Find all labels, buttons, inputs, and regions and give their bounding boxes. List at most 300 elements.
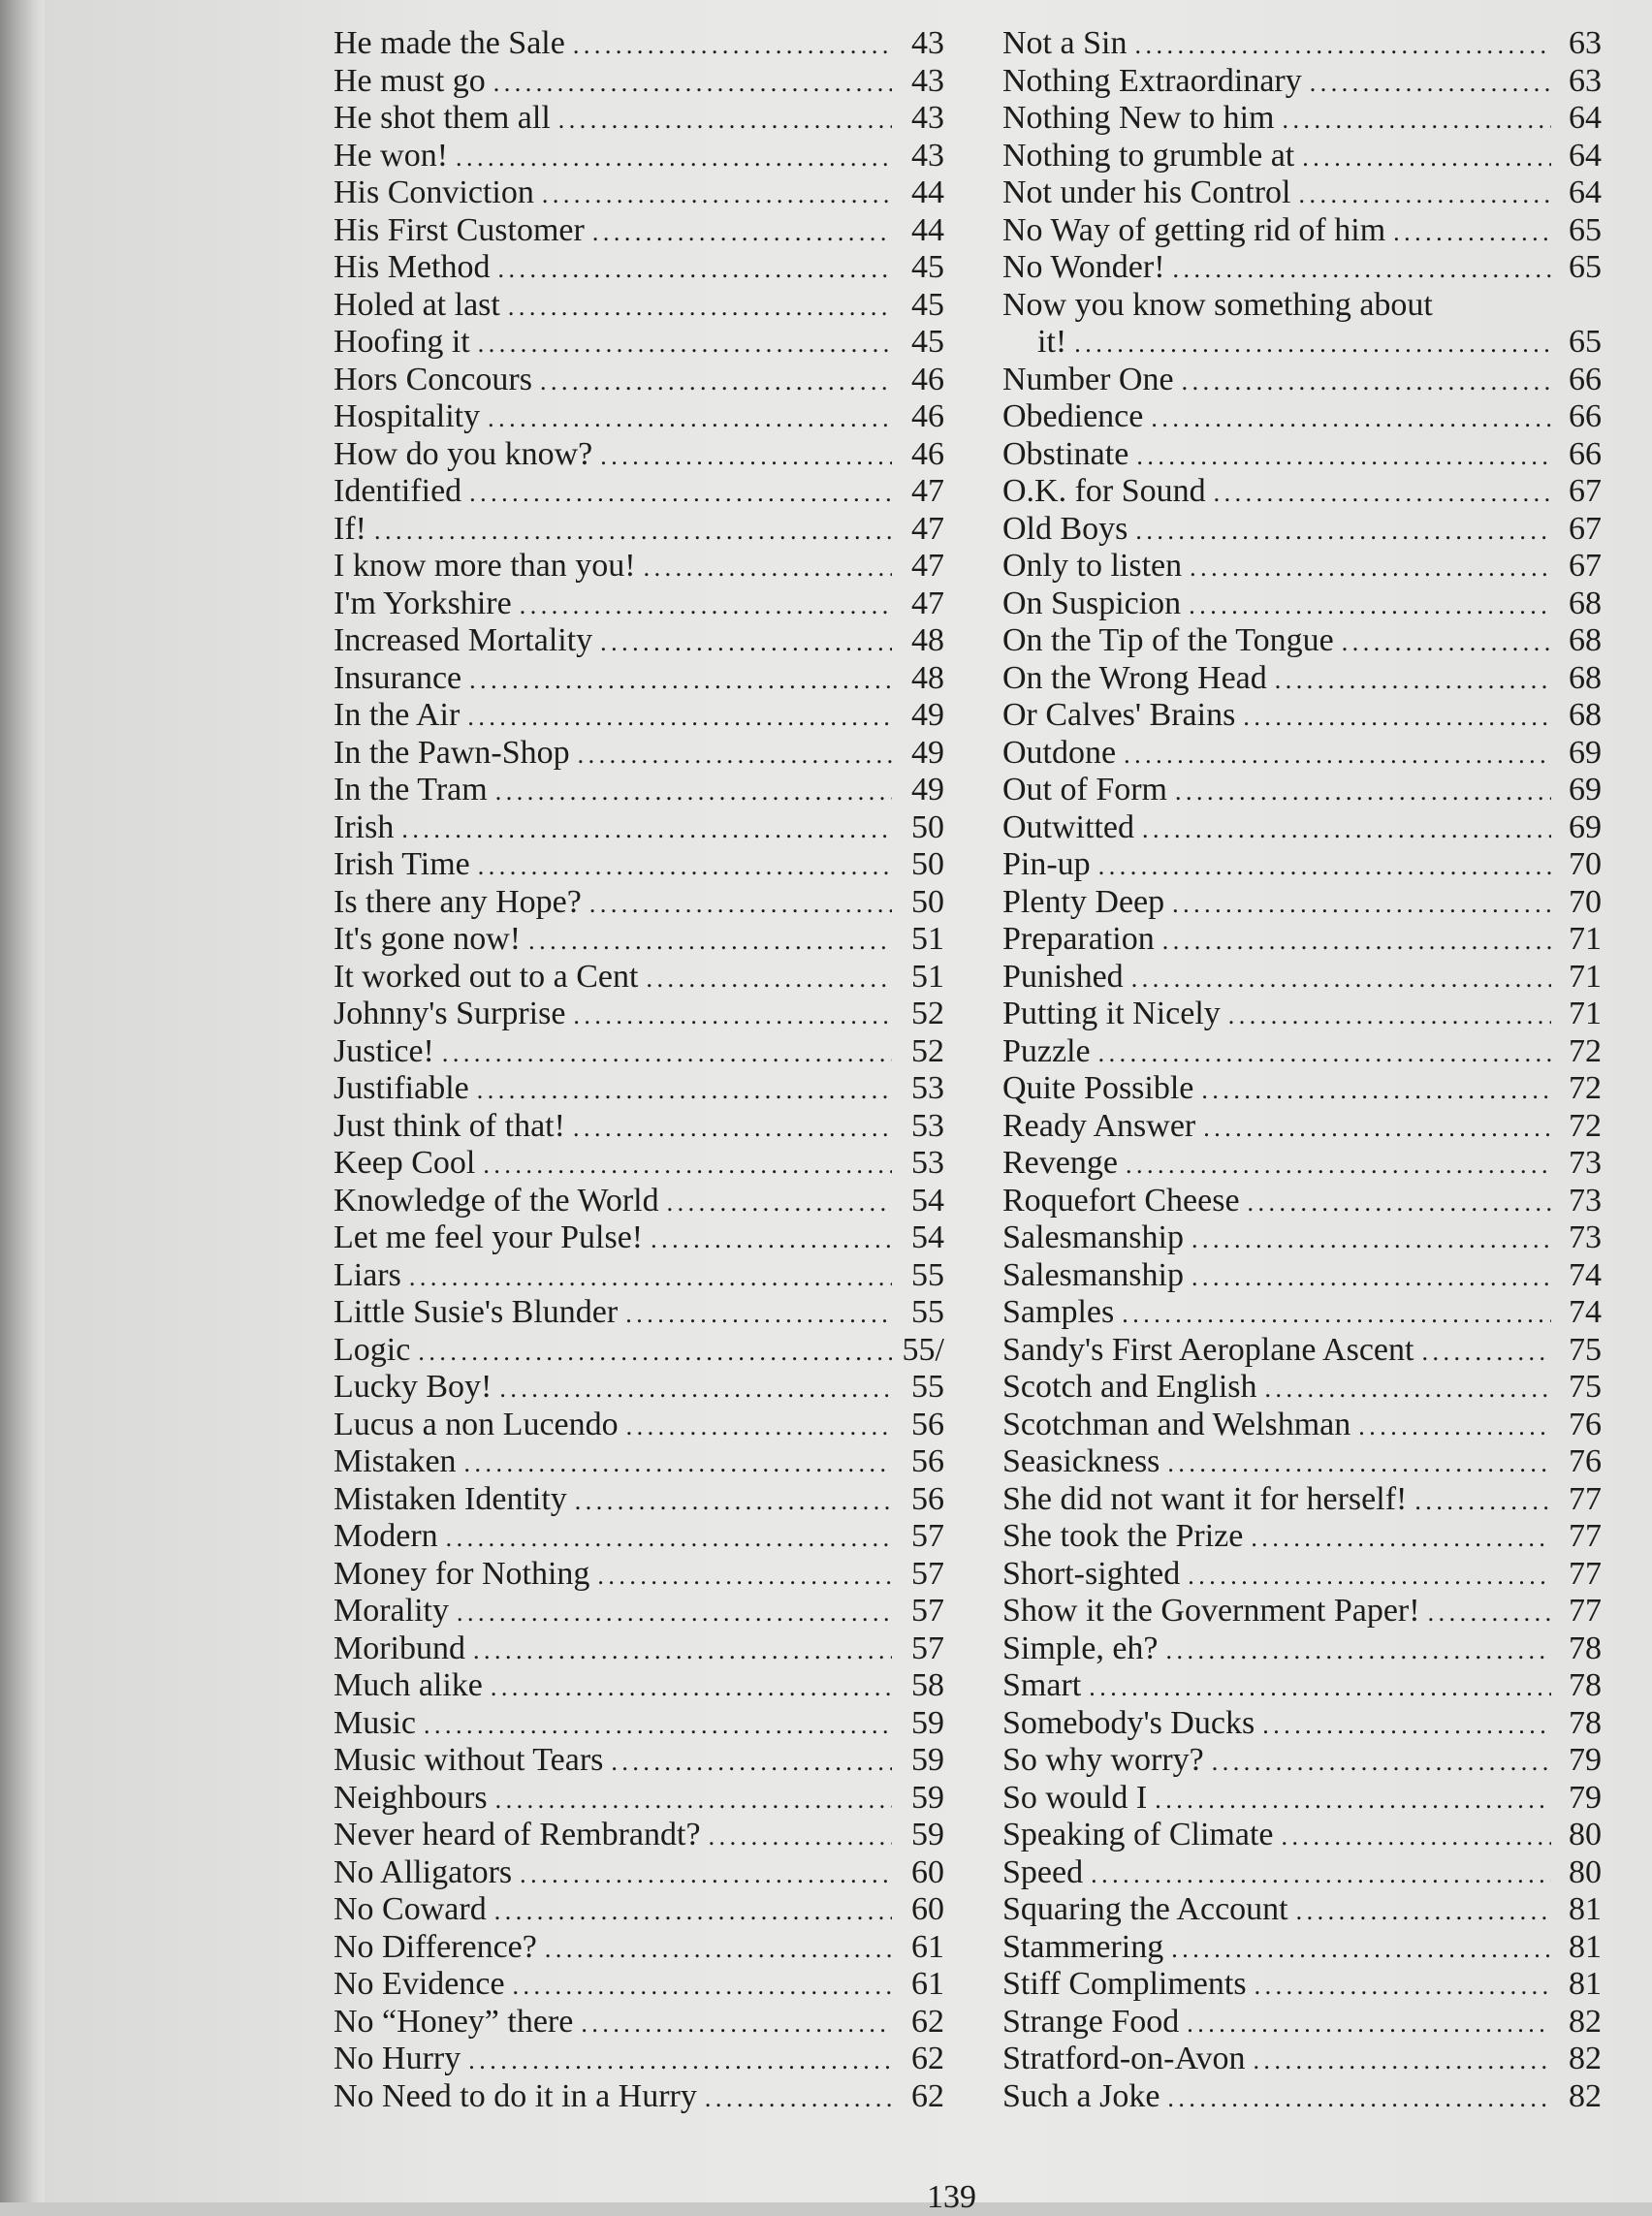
dot-leader <box>1074 326 1551 363</box>
index-entry <box>1002 1145 1602 1183</box>
entry-page-number: 68 <box>1569 659 1602 696</box>
entry-title: His Conviction <box>334 174 534 210</box>
index-entry <box>334 2078 944 2116</box>
dot-leader <box>1135 513 1551 550</box>
index-entry <box>1002 1556 1602 1594</box>
index-entry <box>1002 660 1602 698</box>
entry-page-number: 50 <box>911 808 944 845</box>
index-entry <box>1002 1518 1602 1556</box>
dot-leader <box>1136 438 1551 475</box>
index-entry <box>334 846 944 884</box>
entry-title: Outdone <box>1002 734 1117 771</box>
index-entry <box>334 2041 944 2078</box>
index-entry <box>334 548 944 586</box>
index-entry <box>334 1145 944 1183</box>
index-entry <box>1002 1667 1602 1705</box>
entry-page-number: 81 <box>1569 1891 1602 1927</box>
entry-page-number: 59 <box>911 1742 944 1778</box>
index-entry <box>334 1407 944 1444</box>
index-entry <box>334 1929 944 1967</box>
index-entry <box>334 287 944 325</box>
entry-title: Just think of that! <box>334 1107 565 1144</box>
index-entry <box>334 959 944 997</box>
dot-leader <box>1255 1968 1551 2005</box>
entry-page-number: 51 <box>911 921 944 957</box>
entry-page-number: 64 <box>1569 100 1602 136</box>
entry-page-number: 56 <box>911 1480 944 1517</box>
dot-leader <box>498 251 893 288</box>
dot-leader <box>464 1445 892 1482</box>
dot-leader <box>1187 2006 1551 2042</box>
entry-page-number: 44 <box>911 211 944 248</box>
entry-page-number: 64 <box>1569 137 1602 174</box>
entry-title: It's gone now! <box>334 921 522 957</box>
entry-page-number: 45 <box>911 249 944 285</box>
index-entry <box>1002 1966 1602 2004</box>
entry-title: Irish <box>334 808 395 845</box>
entry-page-number: 62 <box>911 2003 944 2040</box>
entry-title: Stiff Compliments <box>1002 1966 1247 2002</box>
dot-leader <box>667 1185 892 1221</box>
entry-title: So would I <box>1002 1779 1148 1816</box>
entry-page-number: 57 <box>911 1593 944 1629</box>
dot-leader <box>600 624 892 661</box>
entry-title: Johnny's Surprise <box>334 996 566 1031</box>
dot-leader <box>575 1483 892 1520</box>
dot-leader <box>592 214 892 251</box>
index-entry <box>334 1705 944 1743</box>
index-entry <box>334 398 944 436</box>
index-entry <box>334 1854 944 1892</box>
dot-leader <box>478 848 892 885</box>
dot-leader <box>1172 886 1551 923</box>
entry-page-number: 78 <box>1569 1704 1602 1741</box>
dot-leader <box>1142 811 1551 848</box>
dot-leader <box>1393 214 1551 251</box>
dot-leader <box>1421 1334 1551 1371</box>
index-entry <box>1002 921 1602 959</box>
index-entry <box>1002 772 1602 809</box>
dot-leader <box>456 140 892 176</box>
index-entry <box>334 660 944 698</box>
dot-leader <box>1191 1221 1551 1258</box>
dot-leader <box>468 2042 892 2079</box>
entry-page-number: 52 <box>911 996 944 1031</box>
index-entry <box>1002 1219 1602 1257</box>
entry-page-number: 82 <box>1569 2077 1602 2114</box>
index-entry <box>334 996 944 1033</box>
dot-leader <box>625 1296 892 1333</box>
entry-title: Quite Possible <box>1002 1070 1194 1106</box>
entry-title: Nothing to grumble at <box>1002 137 1295 174</box>
entry-title: No Wonder! <box>1002 249 1165 285</box>
index-entry <box>1002 398 1602 436</box>
entry-title: No Need to do it in a Hurry <box>334 2077 697 2114</box>
entry-page-number: 73 <box>1569 1145 1602 1181</box>
index-entry <box>1002 1407 1602 1444</box>
dot-leader <box>1414 1483 1551 1520</box>
index-entry <box>1002 1481 1602 1519</box>
index-entry <box>1002 1108 1602 1146</box>
index-entry <box>334 1518 944 1556</box>
entry-page-number: 43 <box>911 25 944 61</box>
entry-page-number: 77 <box>1569 1593 1602 1629</box>
entry-title: Not a Sin <box>1002 25 1128 61</box>
dot-leader <box>1089 1669 1551 1706</box>
entry-page-number: 59 <box>911 1779 944 1816</box>
entry-page-number: 49 <box>911 772 944 807</box>
entry-page-number: 50 <box>911 846 944 882</box>
index-entry <box>334 1183 944 1220</box>
entry-title: Sandy's First Aeroplane Ascent <box>1002 1331 1414 1368</box>
index-entry <box>334 1817 944 1854</box>
entry-title: Mistaken Identity <box>334 1480 567 1517</box>
index-entry <box>1002 959 1602 997</box>
entry-title: Hors Concours <box>334 361 532 397</box>
dot-leader <box>1122 1296 1551 1333</box>
dot-leader <box>491 1669 892 1706</box>
entry-page-number: 66 <box>1569 361 1602 397</box>
entry-page-number: 63 <box>1569 25 1602 61</box>
index-entry <box>1002 1929 1602 1967</box>
entry-title: Obedience <box>1002 398 1144 434</box>
dot-leader <box>495 774 892 810</box>
entry-title: Justice! <box>334 1032 434 1069</box>
entry-title: Putting it Nicely <box>1002 996 1221 1031</box>
dot-leader <box>1098 1035 1551 1072</box>
index-column-right <box>1002 25 1602 2115</box>
entry-page-number: 58 <box>911 1667 944 1703</box>
index-entry <box>334 1891 944 1929</box>
entry-page-number: 57 <box>911 1630 944 1666</box>
dot-leader <box>651 1221 892 1258</box>
entry-title: Music <box>334 1704 416 1741</box>
index-entry <box>334 25 944 63</box>
dot-leader <box>446 1520 892 1557</box>
index-entry <box>334 1593 944 1630</box>
dot-leader <box>520 1856 892 1893</box>
index-entry <box>334 1369 944 1407</box>
index-entry <box>1002 1742 1602 1780</box>
entry-page-number: 72 <box>1569 1032 1602 1069</box>
dot-leader <box>1282 1819 1551 1855</box>
index-entry <box>334 921 944 959</box>
entry-page-number: 43 <box>911 62 944 99</box>
index-entry <box>334 324 944 362</box>
entry-title: Preparation <box>1002 921 1155 957</box>
entry-page-number: 62 <box>911 2077 944 2114</box>
entry-title: Short-sighted <box>1002 1555 1181 1592</box>
entry-title: Old Boys <box>1002 510 1128 547</box>
index-entry <box>334 884 944 922</box>
entry-title: Speed <box>1002 1853 1084 1890</box>
entry-page-number: 67 <box>1569 473 1602 509</box>
entry-page-number: 61 <box>911 1928 944 1965</box>
dot-leader <box>1358 1409 1551 1445</box>
entry-title: Insurance <box>334 659 462 696</box>
dot-leader <box>1131 961 1551 997</box>
dot-leader <box>520 587 892 624</box>
entry-title: His First Customer <box>334 211 585 248</box>
entry-title: Nothing New to him <box>1002 100 1275 136</box>
index-entry <box>334 1070 944 1108</box>
entry-title: Or Calves' Brains <box>1002 697 1236 733</box>
entry-page-number: 46 <box>911 361 944 397</box>
index-entry <box>1002 511 1602 549</box>
entry-page-number: 79 <box>1569 1742 1602 1778</box>
index-entry <box>1002 1854 1602 1892</box>
entry-title: Stammering <box>1002 1928 1164 1965</box>
entry-title: No Way of getting rid of him <box>1002 211 1386 248</box>
entry-title: Liars <box>334 1256 401 1293</box>
index-entry <box>334 436 944 474</box>
index-entry <box>334 809 944 847</box>
entry-page-number: 72 <box>1569 1070 1602 1106</box>
entry-title: Neighbours <box>334 1779 488 1816</box>
index-entry <box>1002 1817 1602 1854</box>
dot-leader <box>1162 923 1551 960</box>
entry-page-number: 76 <box>1569 1406 1602 1442</box>
entry-page-number: 70 <box>1569 883 1602 920</box>
entry-title: Somebody's Ducks <box>1002 1704 1255 1741</box>
dot-leader <box>488 400 892 437</box>
entry-page-number: 74 <box>1569 1256 1602 1293</box>
index-entry <box>334 212 944 250</box>
entry-title: Logic <box>334 1331 411 1368</box>
index-entry <box>334 1443 944 1481</box>
entry-title: Knowledge of the World <box>334 1182 659 1219</box>
entry-page-number: 54 <box>911 1182 944 1219</box>
dot-leader <box>1124 737 1551 774</box>
dot-leader <box>1265 1371 1551 1408</box>
entry-page-number: 66 <box>1569 435 1602 472</box>
index-entry <box>1002 809 1602 847</box>
index-entry <box>334 63 944 101</box>
dot-leader <box>1171 1931 1551 1968</box>
dot-leader <box>1098 848 1551 885</box>
index-entry <box>334 2004 944 2042</box>
entry-title: Scotch and English <box>1002 1369 1257 1405</box>
entry-page-number: 43 <box>911 100 944 136</box>
entry-page-number: 49 <box>911 734 944 771</box>
entry-page-number: 53 <box>911 1145 944 1181</box>
dot-leader <box>1212 1744 1551 1781</box>
entry-title: I know more than you! <box>334 548 636 584</box>
entry-page-number: 45 <box>911 286 944 323</box>
index-entry <box>334 1332 944 1370</box>
index-entry <box>1002 2041 1602 2078</box>
dot-leader <box>442 1035 892 1072</box>
dot-leader <box>469 475 892 512</box>
entry-page-number: 57 <box>911 1555 944 1592</box>
dot-leader <box>589 886 892 923</box>
entry-title: It worked out to a Cent <box>334 958 639 995</box>
index-entry <box>1002 287 1602 362</box>
entry-title: No Alligators <box>334 1853 513 1890</box>
entry-title: Smart <box>1002 1667 1082 1703</box>
index-entry <box>334 1033 944 1071</box>
entry-page-number: 52 <box>911 1032 944 1069</box>
entry-page-number: 81 <box>1569 1928 1602 1965</box>
dot-leader <box>1282 102 1551 139</box>
entry-page-number: 66 <box>1569 398 1602 434</box>
index-entry <box>334 622 944 660</box>
entry-page-number: 59 <box>911 1704 944 1741</box>
dot-leader <box>542 176 892 213</box>
entry-title: No Coward <box>334 1891 487 1927</box>
dot-leader <box>573 997 892 1034</box>
entry-page-number: 82 <box>1569 2003 1602 2040</box>
dot-leader <box>483 1147 892 1184</box>
index-entry <box>1002 473 1602 511</box>
dot-leader <box>1155 1782 1551 1819</box>
entry-title: Much alike <box>334 1667 483 1703</box>
entry-page-number: 60 <box>911 1891 944 1927</box>
entry-page-number: 67 <box>1569 548 1602 584</box>
index-entry <box>1002 735 1602 773</box>
dot-leader <box>709 1819 892 1855</box>
dot-leader <box>1203 1110 1551 1147</box>
dot-leader <box>1151 400 1551 437</box>
entry-title: He won! <box>334 137 449 174</box>
dot-leader <box>1248 1185 1551 1221</box>
dot-leader <box>1182 364 1551 400</box>
entry-title: On the Wrong Head <box>1002 659 1267 696</box>
entry-title: Mistaken <box>334 1443 457 1479</box>
dot-leader <box>1262 1707 1551 1744</box>
dot-leader <box>646 961 892 997</box>
entry-title: No Difference? <box>334 1928 537 1965</box>
index-entry <box>1002 1257 1602 1295</box>
index-entry <box>1002 586 1602 623</box>
dot-leader <box>528 923 892 960</box>
dot-leader <box>467 699 892 736</box>
index-entry <box>1002 1630 1602 1668</box>
index-entry <box>334 1108 944 1146</box>
index-entry <box>1002 212 1602 250</box>
entry-page-number: 67 <box>1569 510 1602 547</box>
index-column-left <box>334 25 944 2115</box>
index-entry <box>1002 174 1602 212</box>
dot-leader <box>1228 997 1551 1034</box>
dot-leader <box>1342 624 1551 661</box>
entry-title: How do you know? <box>334 435 593 472</box>
index-entry <box>334 1966 944 2004</box>
entry-page-number: 71 <box>1569 996 1602 1031</box>
dot-leader <box>493 65 892 102</box>
entry-page-number: 55 <box>911 1369 944 1405</box>
entry-title: Modern <box>334 1518 438 1554</box>
entry-page-number: 47 <box>911 510 944 547</box>
dot-leader <box>499 1371 892 1408</box>
entry-title: He must go <box>334 62 486 99</box>
dot-leader <box>581 2006 892 2042</box>
entry-title: Seasickness <box>1002 1443 1160 1479</box>
entry-page-number: 68 <box>1569 585 1602 621</box>
entry-page-number: 74 <box>1569 1294 1602 1330</box>
entry-page-number: 56 <box>911 1406 944 1442</box>
entry-title: In the Tram <box>334 772 488 807</box>
dot-leader <box>1173 251 1551 288</box>
entry-title: His Method <box>334 249 491 285</box>
entry-title: Samples <box>1002 1294 1115 1330</box>
index-entry <box>1002 622 1602 660</box>
dot-leader <box>1201 1072 1551 1109</box>
dot-leader <box>494 1893 892 1930</box>
dot-leader <box>401 811 892 848</box>
entry-page-number: 76 <box>1569 1443 1602 1479</box>
index-entry <box>1002 1183 1602 1220</box>
entry-title: On the Tip of the Tongue <box>1002 622 1334 658</box>
index-entry <box>334 1481 944 1519</box>
dot-leader <box>1167 1445 1551 1482</box>
entry-title: Moribund <box>334 1630 465 1666</box>
dot-leader <box>473 1632 892 1669</box>
entry-title: Not under his Control <box>1002 174 1291 210</box>
dot-leader <box>578 737 892 774</box>
entry-page-number: 50 <box>911 883 944 920</box>
dot-leader <box>644 550 892 586</box>
index-entry <box>334 735 944 773</box>
entry-page-number: 47 <box>911 585 944 621</box>
index-entry <box>1002 1294 1602 1332</box>
entry-title: Scotchman and Welshman <box>1002 1406 1351 1442</box>
entry-title: Little Susie's Blunder <box>334 1294 619 1330</box>
index-entry <box>1002 1891 1602 1929</box>
entry-page-number: 69 <box>1569 808 1602 845</box>
entry-page-number: 64 <box>1569 174 1602 210</box>
entry-page-number: 55/ <box>902 1331 944 1368</box>
entry-title: No “Honey” there <box>334 2003 574 2040</box>
index-entry <box>1002 1443 1602 1481</box>
index-entry <box>1002 1705 1602 1743</box>
entry-title: Out of Form <box>1002 772 1167 807</box>
entry-title: Only to listen <box>1002 548 1183 584</box>
entry-title-continued: it! <box>1037 323 1067 360</box>
entry-page-number: 48 <box>911 659 944 696</box>
dot-leader <box>1188 1558 1551 1595</box>
index-entry <box>334 511 944 549</box>
entry-title: Lucky Boy! <box>334 1369 492 1405</box>
index-entry <box>1002 884 1602 922</box>
entry-title: So why worry? <box>1002 1742 1204 1778</box>
book-page <box>45 0 1652 2215</box>
dot-leader <box>1298 176 1551 213</box>
entry-page-number: 53 <box>911 1107 944 1144</box>
dot-leader <box>1243 699 1551 736</box>
dot-leader <box>600 438 892 475</box>
dot-leader <box>1214 475 1551 512</box>
entry-title: Show it the Government Paper! <box>1002 1593 1420 1629</box>
entry-title: In the Air <box>334 697 461 733</box>
entry-page-number: 45 <box>911 324 944 360</box>
dot-leader <box>1254 2042 1551 2079</box>
entry-title: Salesmanship <box>1002 1256 1184 1293</box>
index-entry <box>1002 548 1602 586</box>
index-entry <box>1002 1070 1602 1108</box>
dot-leader <box>1167 2080 1551 2117</box>
entry-title: Ready Answer <box>1002 1107 1196 1144</box>
entry-page-number: 46 <box>911 398 944 434</box>
entry-page-number: 77 <box>1569 1480 1602 1517</box>
entry-title: She took the Prize <box>1002 1518 1244 1554</box>
index-entry <box>1002 846 1602 884</box>
entry-title: Outwitted <box>1002 808 1134 845</box>
index-entry <box>334 1742 944 1780</box>
index-entry <box>1002 100 1602 138</box>
dot-leader <box>1189 587 1551 624</box>
index-entry <box>334 1667 944 1705</box>
